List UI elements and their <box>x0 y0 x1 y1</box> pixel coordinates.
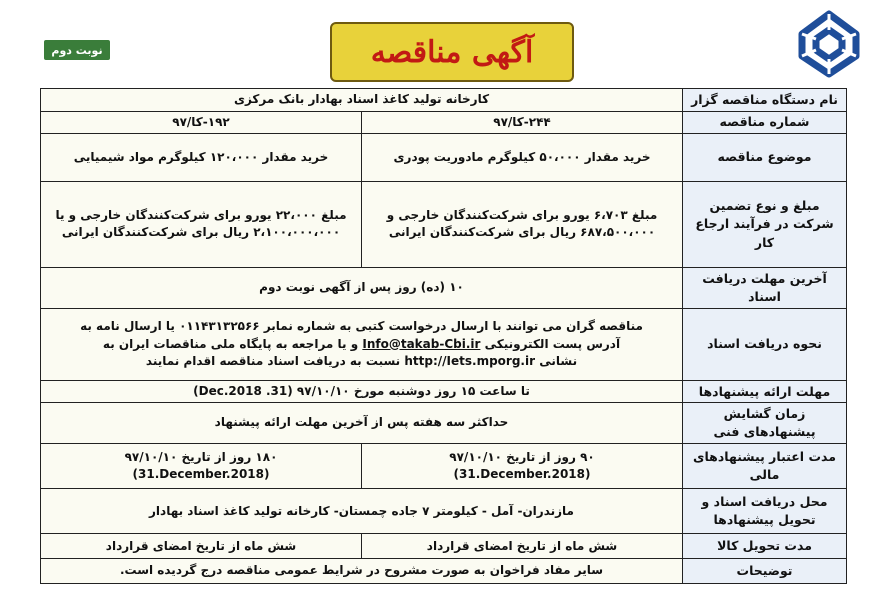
table-row-notes <box>41 559 847 584</box>
row-label: نام دستگاه مناقصه گزار <box>683 89 847 112</box>
how-docs-line-2 <box>45 336 678 353</box>
tender-number-1: ۲۴۴-کا/۹۷ <box>362 111 683 134</box>
validity-2 <box>41 443 362 488</box>
row-label: محل دریافت اسناد و تحویل پیشنهادها <box>683 489 847 534</box>
website-link[interactable]: http://Iets.mporg.ir <box>404 353 536 368</box>
table-row-subject <box>41 134 847 181</box>
table-row-proposal-deadline <box>41 380 847 403</box>
tender-number-2: ۱۹۲-کا/۹۷ <box>41 111 362 134</box>
title-banner <box>330 22 574 82</box>
validity-1-date: (31.December.2018) <box>453 466 591 481</box>
second-notice-badge: نوبت دوم <box>44 40 110 60</box>
row-label: نحوه دریافت اسناد <box>683 308 847 380</box>
delivery-1: شش ماه از تاریخ امضای قرارداد <box>362 534 683 559</box>
deadline-docs-value: ۱۰ (ده) روز پس از آگهی نوبت دوم <box>41 268 683 308</box>
bank-emblem-icon <box>794 8 864 80</box>
subject-2: خرید مقدار ۱۲۰،۰۰۰ کیلوگرم مواد شیمیایی <box>41 134 362 181</box>
validity-2-days: ۱۸۰ روز از تاریخ ۹۷/۱۰/۱۰ <box>124 449 278 464</box>
table-row-how-docs <box>41 308 847 380</box>
guarantee-1: مبلغ ۶،۷۰۳ یورو برای شرکت‌کنندگان خارجی و ۶۸۷،۵۰۰،۰۰۰ ریال برای شرکت‌کنندگان ایرانی <box>362 181 683 268</box>
row-label: مدت اعتبار پیشنهادهای مالی <box>683 443 847 488</box>
row-label: موضوع مناقصه <box>683 134 847 181</box>
how-docs-line-1: مناقصه گران می توانند با ارسال درخواست کتبی به شماره نمابر ۰۱۱۴۳۱۳۲۵۶۶ یا ارسال نامه به <box>80 319 643 334</box>
how-docs-text: و یا مراجعه به پایگاه ملی مناقصات ایران به <box>102 336 359 351</box>
guarantee-2: مبلغ ۲۲،۰۰۰ یورو برای شرکت‌کنندگان خارجی و یا ۲،۱۰۰،۰۰۰،۰۰۰ ریال برای شرکت‌کنندگان ایرانی <box>41 181 362 268</box>
opening-value: حداکثر سه هفته پس از آخرین مهلت ارائه پیشنهاد <box>41 403 683 443</box>
row-label: مهلت ارائه پیشنهادها <box>683 380 847 403</box>
page-title: آگهی مناقصه <box>370 34 534 70</box>
table-row-place <box>41 489 847 534</box>
table-row-org <box>41 89 847 112</box>
row-label: مبلغ و نوع تضمین شرکت در فرآیند ارجاع کار <box>683 181 847 268</box>
place-value: مازندران- آمل - کیلومتر ۷ جاده چمستان- کارخانه تولید کاغذ اسناد بهادار <box>41 489 683 534</box>
row-label: مدت تحویل کالا <box>683 534 847 559</box>
table-row-guarantee <box>41 181 847 268</box>
row-label: شماره مناقصه <box>683 111 847 134</box>
delivery-2: شش ماه از تاریخ امضای قرارداد <box>41 534 362 559</box>
how-docs-text: نسبت به دریافت اسناد مناقصه اقدام نمایند <box>145 353 401 368</box>
notes-value: سایر مفاد فراخوان به صورت مشروح در شرایط عمومی مناقصه درج گردیده است. <box>41 559 683 584</box>
table-row-opening <box>41 403 847 443</box>
table-row-deadline-docs <box>41 268 847 308</box>
org-value: کارخانه تولید کاغذ اسناد بهادار بانک مرکزی <box>41 89 683 112</box>
how-docs-text: آدرس پست الکترونیکی <box>484 336 621 351</box>
table-row-delivery <box>41 534 847 559</box>
notice-header <box>0 0 892 88</box>
table-row-number <box>41 111 847 134</box>
row-label: توضیحات <box>683 559 847 584</box>
tender-table <box>40 88 847 584</box>
row-label: آخرین مهلت دریافت اسناد <box>683 268 847 308</box>
row-label: زمان گشایش پیشنهادهای فنی <box>683 403 847 443</box>
subject-1: خرید مقدار ۵۰،۰۰۰ کیلوگرم مادوریت پودری <box>362 134 683 181</box>
validity-1 <box>362 443 683 488</box>
table-row-validity <box>41 443 847 488</box>
validity-2-date: (31.December.2018) <box>132 466 270 481</box>
email-link[interactable]: Info@takab-Cbi.ir <box>362 336 481 351</box>
how-docs-value <box>41 308 683 380</box>
validity-1-days: ۹۰ روز از تاریخ ۹۷/۱۰/۱۰ <box>449 449 595 464</box>
how-docs-line-3 <box>45 353 678 370</box>
how-docs-text: نشانی <box>539 353 578 368</box>
proposal-deadline-value: تا ساعت ۱۵ روز دوشنبه مورخ ۹۷/۱۰/۱۰ (31. Dec.2018) <box>41 380 683 403</box>
